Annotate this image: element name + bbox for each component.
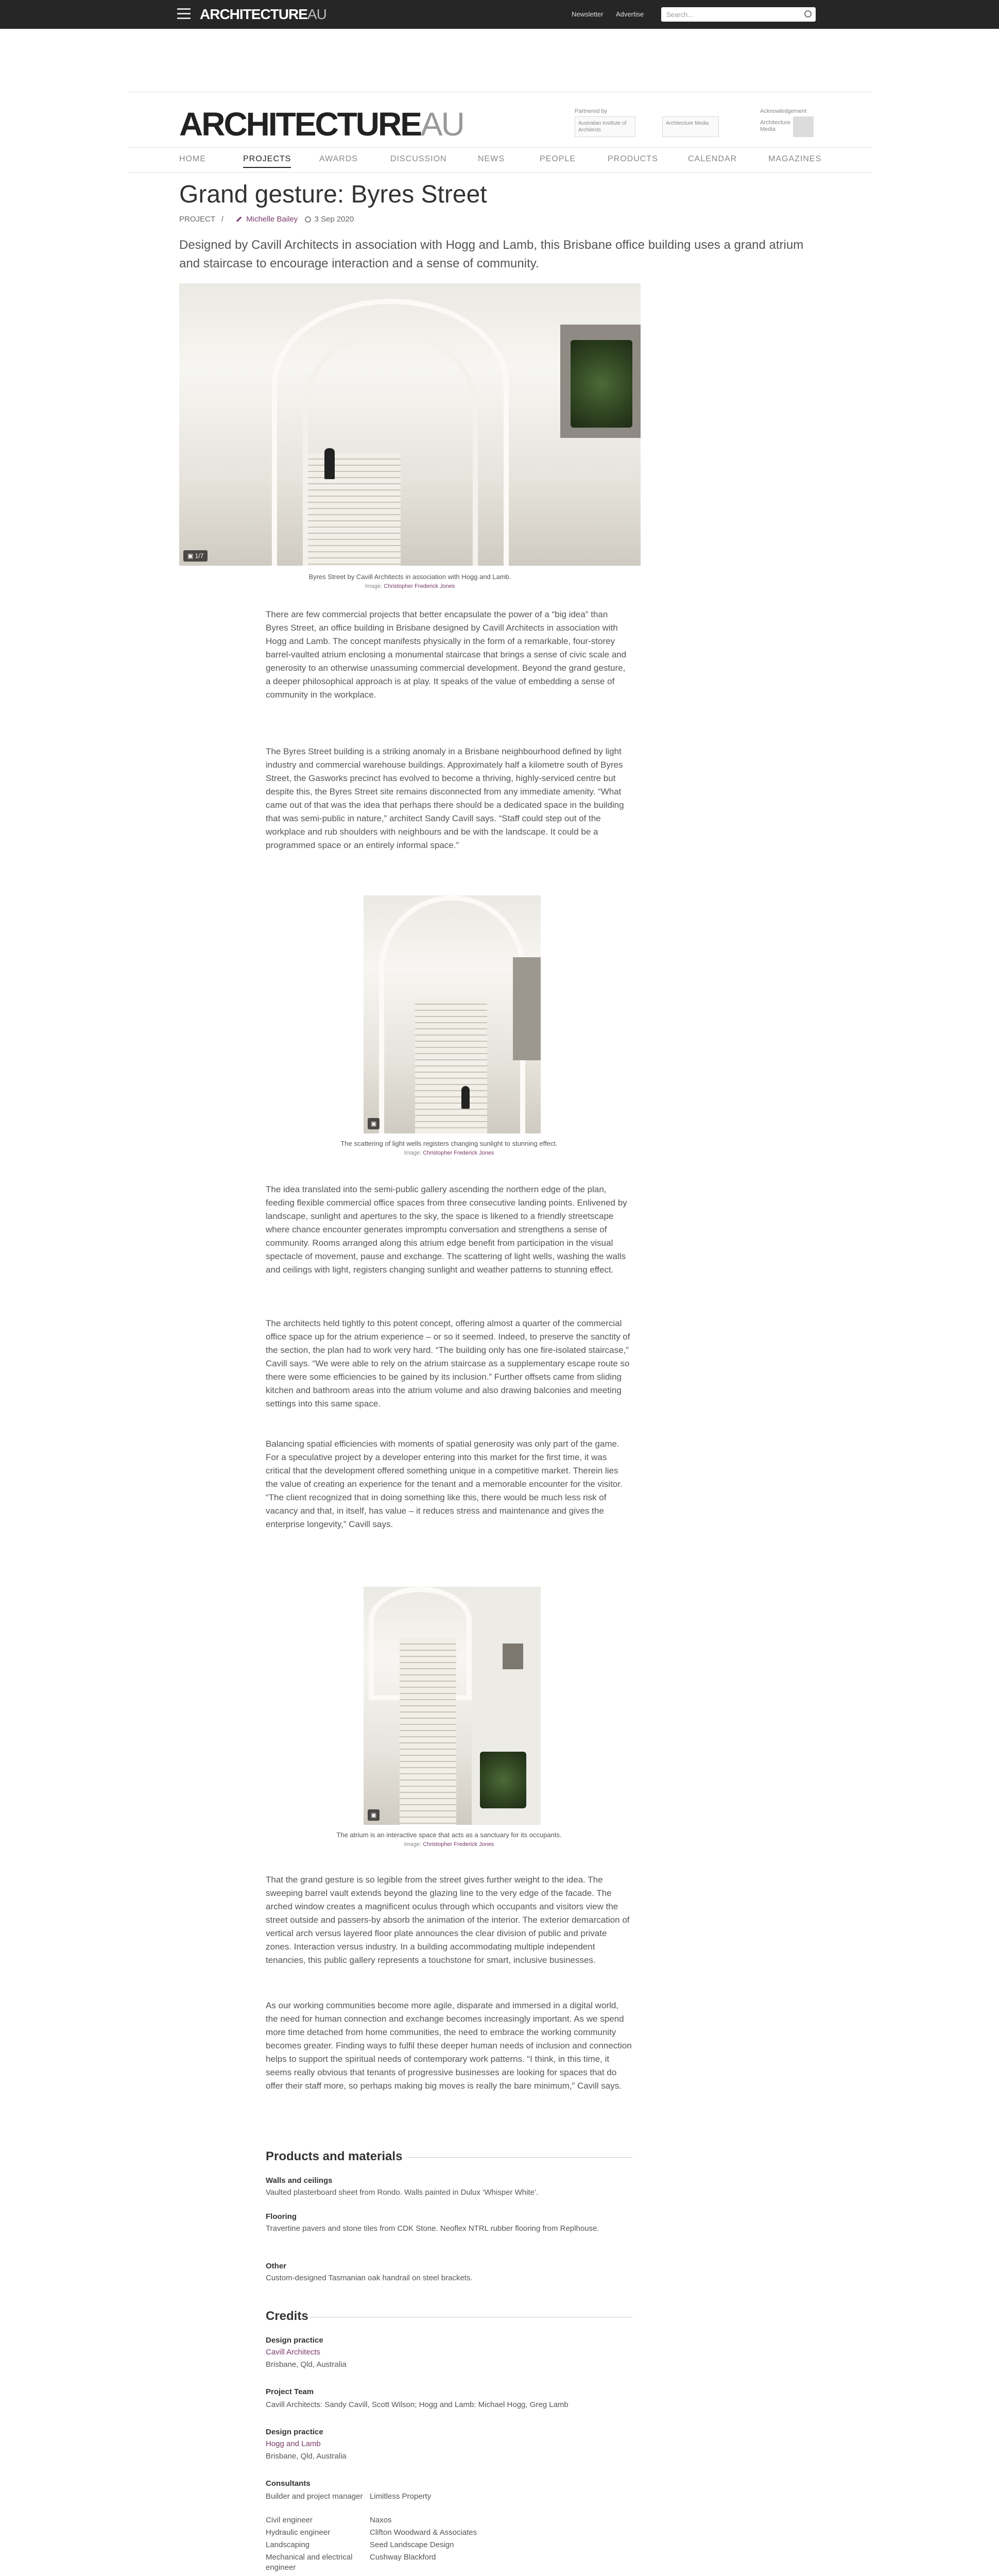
figure3-credit-label: Image:: [404, 1841, 422, 1848]
nav-projects[interactable]: PROJECTS: [243, 155, 291, 168]
figure2-side-wall: [513, 957, 541, 1060]
products-flooring-heading: Flooring: [266, 2212, 297, 2221]
nav-products[interactable]: PRODUCTS: [608, 155, 658, 163]
practice2-name[interactable]: Hogg and Lamb: [266, 2439, 321, 2448]
top-logo-suffix: AU: [307, 6, 326, 22]
nav-news[interactable]: NEWS: [478, 155, 505, 163]
figure2-staircase: [415, 998, 487, 1133]
consultant-role-mechanical: Mechanical and electrical engineer: [266, 2553, 353, 2572]
figure2-gallery-icon[interactable]: ▣: [368, 1118, 380, 1129]
products-title: Products and materials: [266, 2149, 403, 2163]
body-paragraph-2: The Byres Street building is a striking anomaly in a Brisbane neighbourhood defined by light industry and commercial warehouse buildings. Approximately half a kilometre south of Byres Street, the Gasworks precinct has evolved to become a thriving, highly-serviced centre but despite this, the Byres Street site remains disconnected from any immediate amenity. “What came out of that was the idea that perhaps there should be a dedicated space in the building that was semi-public in nature,” architect Sandy Cavill says. “Staff could step out of the workplace and rub shoulders with neighbours and be with the landscape. It could be a programmed space or an entirely informal space.”: [266, 747, 624, 850]
figure3-greenery: [480, 1752, 526, 1808]
top-bar: [0, 0, 999, 29]
products-walls-heading: Walls and ceilings: [266, 2176, 333, 2185]
design-practice-label: Design practice: [266, 2336, 323, 2345]
gallery-count: 1/7: [195, 552, 204, 560]
body-paragraph-6: That the grand gesture is so legible from the street gives further weight to the idea. The sweeping barrel vault extends beyond the glazing line to the very edge of the facade. The arched window creates a magnificent oculus through which occupants and visitors view the street outside and passers-by absorb the animation of the interior. The exterior demarcation of vertical arch versus layered floor plate announces the clear division of public and private zones. Interaction versus industry. In a building accommodating multiple independent tenancies, this public gallery represents a touchstone for smart, inclusive businesses.: [266, 1875, 630, 1965]
nav-magazines[interactable]: MAGAZINES: [768, 155, 822, 163]
acknowledgement-label: Acknowledgement: [760, 108, 806, 114]
figure3-caption: The atrium is an interactive space that acts as a sanctuary for its occupants.: [336, 1831, 562, 1839]
article-category[interactable]: PROJECT: [179, 215, 215, 224]
hero-caption: Byres Street by Cavill Architects in association with Hogg and Lamb.: [308, 573, 511, 581]
products-flooring-text: Travertine pavers and stone tiles from CDK Stone. Neoflex NTRL rubber flooring from Replhouse.: [266, 2224, 599, 2233]
article-date: 3 Sep 2020: [314, 215, 354, 224]
search-icon[interactable]: [804, 10, 812, 18]
consultant-role-hydraulic: Hydraulic engineer: [266, 2528, 331, 2537]
figure3-gallery-icon[interactable]: ▣: [368, 1809, 380, 1821]
figure2-credit-label: Image:: [404, 1150, 422, 1156]
design-practice2-label: Design practice: [266, 2428, 323, 2436]
figure2-caption: The scattering of light wells registers changing sunlight to stunning effect.: [340, 1140, 558, 1147]
products-walls-text: Vaulted plasterboard sheet from Rondo. Walls painted in Dulux ‘Whisper White’.: [266, 2188, 539, 2197]
project-team-label: Project Team: [266, 2387, 314, 2396]
nav-home[interactable]: HOME: [179, 155, 206, 163]
body-paragraph-3: The idea translated into the semi-public gallery ascending the northern edge of the plan, feeding flexible commercial office spaces from three consecutive landing points. Enlivened by landscape, sunlight and apertures to the sky, the space is likened to a friendly streetscape where chance encounter generates impromptu conversation and strengthens a sense of community. Rooms arranged along this atrium edge benefit from participation in the visual spectacle of movement, pause and exchange. The scattering of light wells, washing the walls and ceilings with light, registers changing sunlight and weather patterns to stunning effect.: [266, 1184, 627, 1275]
hero-person: [324, 448, 335, 479]
figure2-credit-name[interactable]: Christopher Frederick Jones: [423, 1150, 494, 1156]
products-rule: [407, 2157, 632, 2158]
article-standfirst: Designed by Cavill Architects in association with Hogg and Lamb, this Brisbane office building uses a grand atrium and staircase to encourage interaction and a sense of community.: [179, 238, 804, 270]
nav-calendar[interactable]: CALENDAR: [688, 155, 737, 163]
consultant-role-civil: Civil engineer: [266, 2516, 313, 2524]
acknowledgement-logo: [793, 116, 814, 137]
products-other-heading: Other: [266, 2262, 287, 2270]
search-placeholder: Search...: [666, 11, 694, 19]
consultant-role-builder: Builder and project manager: [266, 2492, 363, 2501]
body-paragraph-5: Balancing spatial efficiencies with moments of spatial generosity was only part of the game. For a speculative project by a developer entering into this market for the first time, it was critical that the development offered something unique in a competitive market. Therein lies the value of creating an experience for the tenant and a memorable encounter for the visitor. “The client recognized that in doing something like this, there would be much less risk of vacancy and that, in itself, has value – it reduces stress and maintenance and gives the enterprise longevity,” Cavill says.: [266, 1439, 623, 1529]
body-paragraph-7: As our working communities become more agile, disparate and immersed in a digital world, the need for human connection and exchange becomes increasingly important. As we spend more time detached from home communities, the need to embrace the working community becomes greater. Finding ways to fulfil these deeper human needs of inclusion and connection helps to support the spiritual needs of contemporary work patterns. “I think, in this time, it seems really obvious that tenants of progressive businesses are looking for spaces that do offer their staff more, so perhaps making big moves is really the bare minimum,” Cavill says.: [266, 2001, 632, 2091]
hero-credit-label: Image:: [365, 583, 383, 589]
consultant-name-civil: Naxos: [370, 2516, 392, 2524]
body-paragraph-4: The architects held tightly to this potent concept, offering almost a quarter of the commercial office space up for the atrium experience – or so it seemed. Indeed, to preserve the sanctity of the section, the plan had to work very hard. “The building only has one fire-isolated staircase,” Cavill says. “We were able to rely on the atrium staircase as a supplementary escape route so there were some efficiencies to be gained by its inclusion.” Further offsets came from sliding kitchen and bathroom areas into the atrium volume and also drawing balconies and meeting settings into this same space.: [266, 1318, 630, 1409]
hero-staircase: [308, 453, 401, 566]
meta-separator: /: [221, 215, 224, 224]
top-bar-logo[interactable]: [200, 6, 326, 23]
partnered-label: Partnered by: [575, 108, 607, 114]
practice1-name[interactable]: Cavill Architects: [266, 2348, 320, 2357]
site-logo[interactable]: [179, 105, 463, 143]
nav-people[interactable]: PEOPLE: [540, 155, 576, 163]
article-author[interactable]: Michelle Bailey: [246, 215, 298, 224]
article-title: Grand gesture: Byres Street: [179, 181, 487, 208]
search-input[interactable]: [661, 7, 816, 22]
consultant-name-mechanical[interactable]: Cushway Blackford: [370, 2553, 436, 2562]
acknowledgement-text: Architecture Media: [760, 120, 790, 132]
newsletter-link[interactable]: Newsletter: [572, 10, 604, 18]
figure2-person: [461, 1086, 470, 1109]
consultant-name-hydraulic: Clifton Woodward & Associates: [370, 2528, 477, 2537]
consultant-name-landscaping[interactable]: Seed Landscape Design: [370, 2540, 454, 2549]
main-nav: [179, 155, 820, 167]
gallery-counter[interactable]: [183, 550, 208, 562]
gallery-icon: ▣: [187, 552, 195, 560]
partner-logo-aia[interactable]: Australian Institute of Architects: [575, 116, 635, 137]
figure3-window: [503, 1643, 523, 1669]
consultant-name-builder: Limitless Property: [370, 2492, 432, 2501]
clock-icon: [305, 216, 311, 223]
figure3-image[interactable]: [364, 1587, 541, 1825]
hero-greenery: [571, 340, 632, 428]
body-paragraph-1: There are few commercial projects that better encapsulate the power of a “big idea” than Byres Street, an office building in Brisbane designed by Cavill Architects in association with Hogg and Lamb. The concept manifests physically in the form of a remarkable, four-storey barrel-vaulted atrium enclosing a monumental staircase that brings a sense of civic scale and generosity to an otherwise unassuming commercial development. Beyond the grand gesture, a deeper philosophical approach is at play. It speaks of the value of embedding a sense of community in the workplace.: [266, 609, 627, 700]
nav-discussion[interactable]: DISCUSSION: [390, 155, 447, 163]
article-meta: [179, 215, 354, 224]
hero-image[interactable]: [179, 283, 641, 566]
figure3-credit-name[interactable]: Christopher Frederick Jones: [423, 1841, 494, 1848]
partner-logo-architecture-media[interactable]: Architecture Media: [662, 116, 719, 137]
figure2-credit: [266, 1150, 632, 1156]
project-team-text: Cavill Architects: Sandy Cavill, Scott Wilson; Hogg and Lamb: Michael Hogg, Greg Lamb: [266, 2400, 569, 2409]
hamburger-menu-icon[interactable]: [177, 8, 191, 20]
top-logo-text: ARCHITECTURE: [200, 6, 307, 22]
practice1-location: Brisbane, Qld, Australia: [266, 2360, 347, 2369]
practice2-location: Brisbane, Qld, Australia: [266, 2452, 347, 2461]
consultants-label: Consultants: [266, 2479, 311, 2488]
pen-icon: [236, 216, 242, 222]
nav-awards[interactable]: AWARDS: [319, 155, 358, 163]
figure3-staircase: [400, 1638, 456, 1825]
credits-title: Credits: [266, 2309, 308, 2323]
figure2-image[interactable]: [364, 895, 541, 1133]
hero-credit: [179, 583, 641, 589]
advertise-link[interactable]: Advertise: [616, 10, 644, 18]
consultant-role-landscaping: Landscaping: [266, 2540, 310, 2549]
figure3-credit: [266, 1841, 632, 1848]
products-other-text: Custom-designed Tasmanian oak handrail on steel brackets.: [266, 2274, 473, 2282]
logo-suffix: AU: [420, 106, 463, 143]
nav-bottom-divider: [128, 172, 871, 173]
hero-credit-name[interactable]: Christopher Frederick Jones: [384, 583, 455, 589]
nav-top-divider: [128, 147, 871, 148]
logo-text: ARCHITECTURE: [179, 106, 421, 143]
